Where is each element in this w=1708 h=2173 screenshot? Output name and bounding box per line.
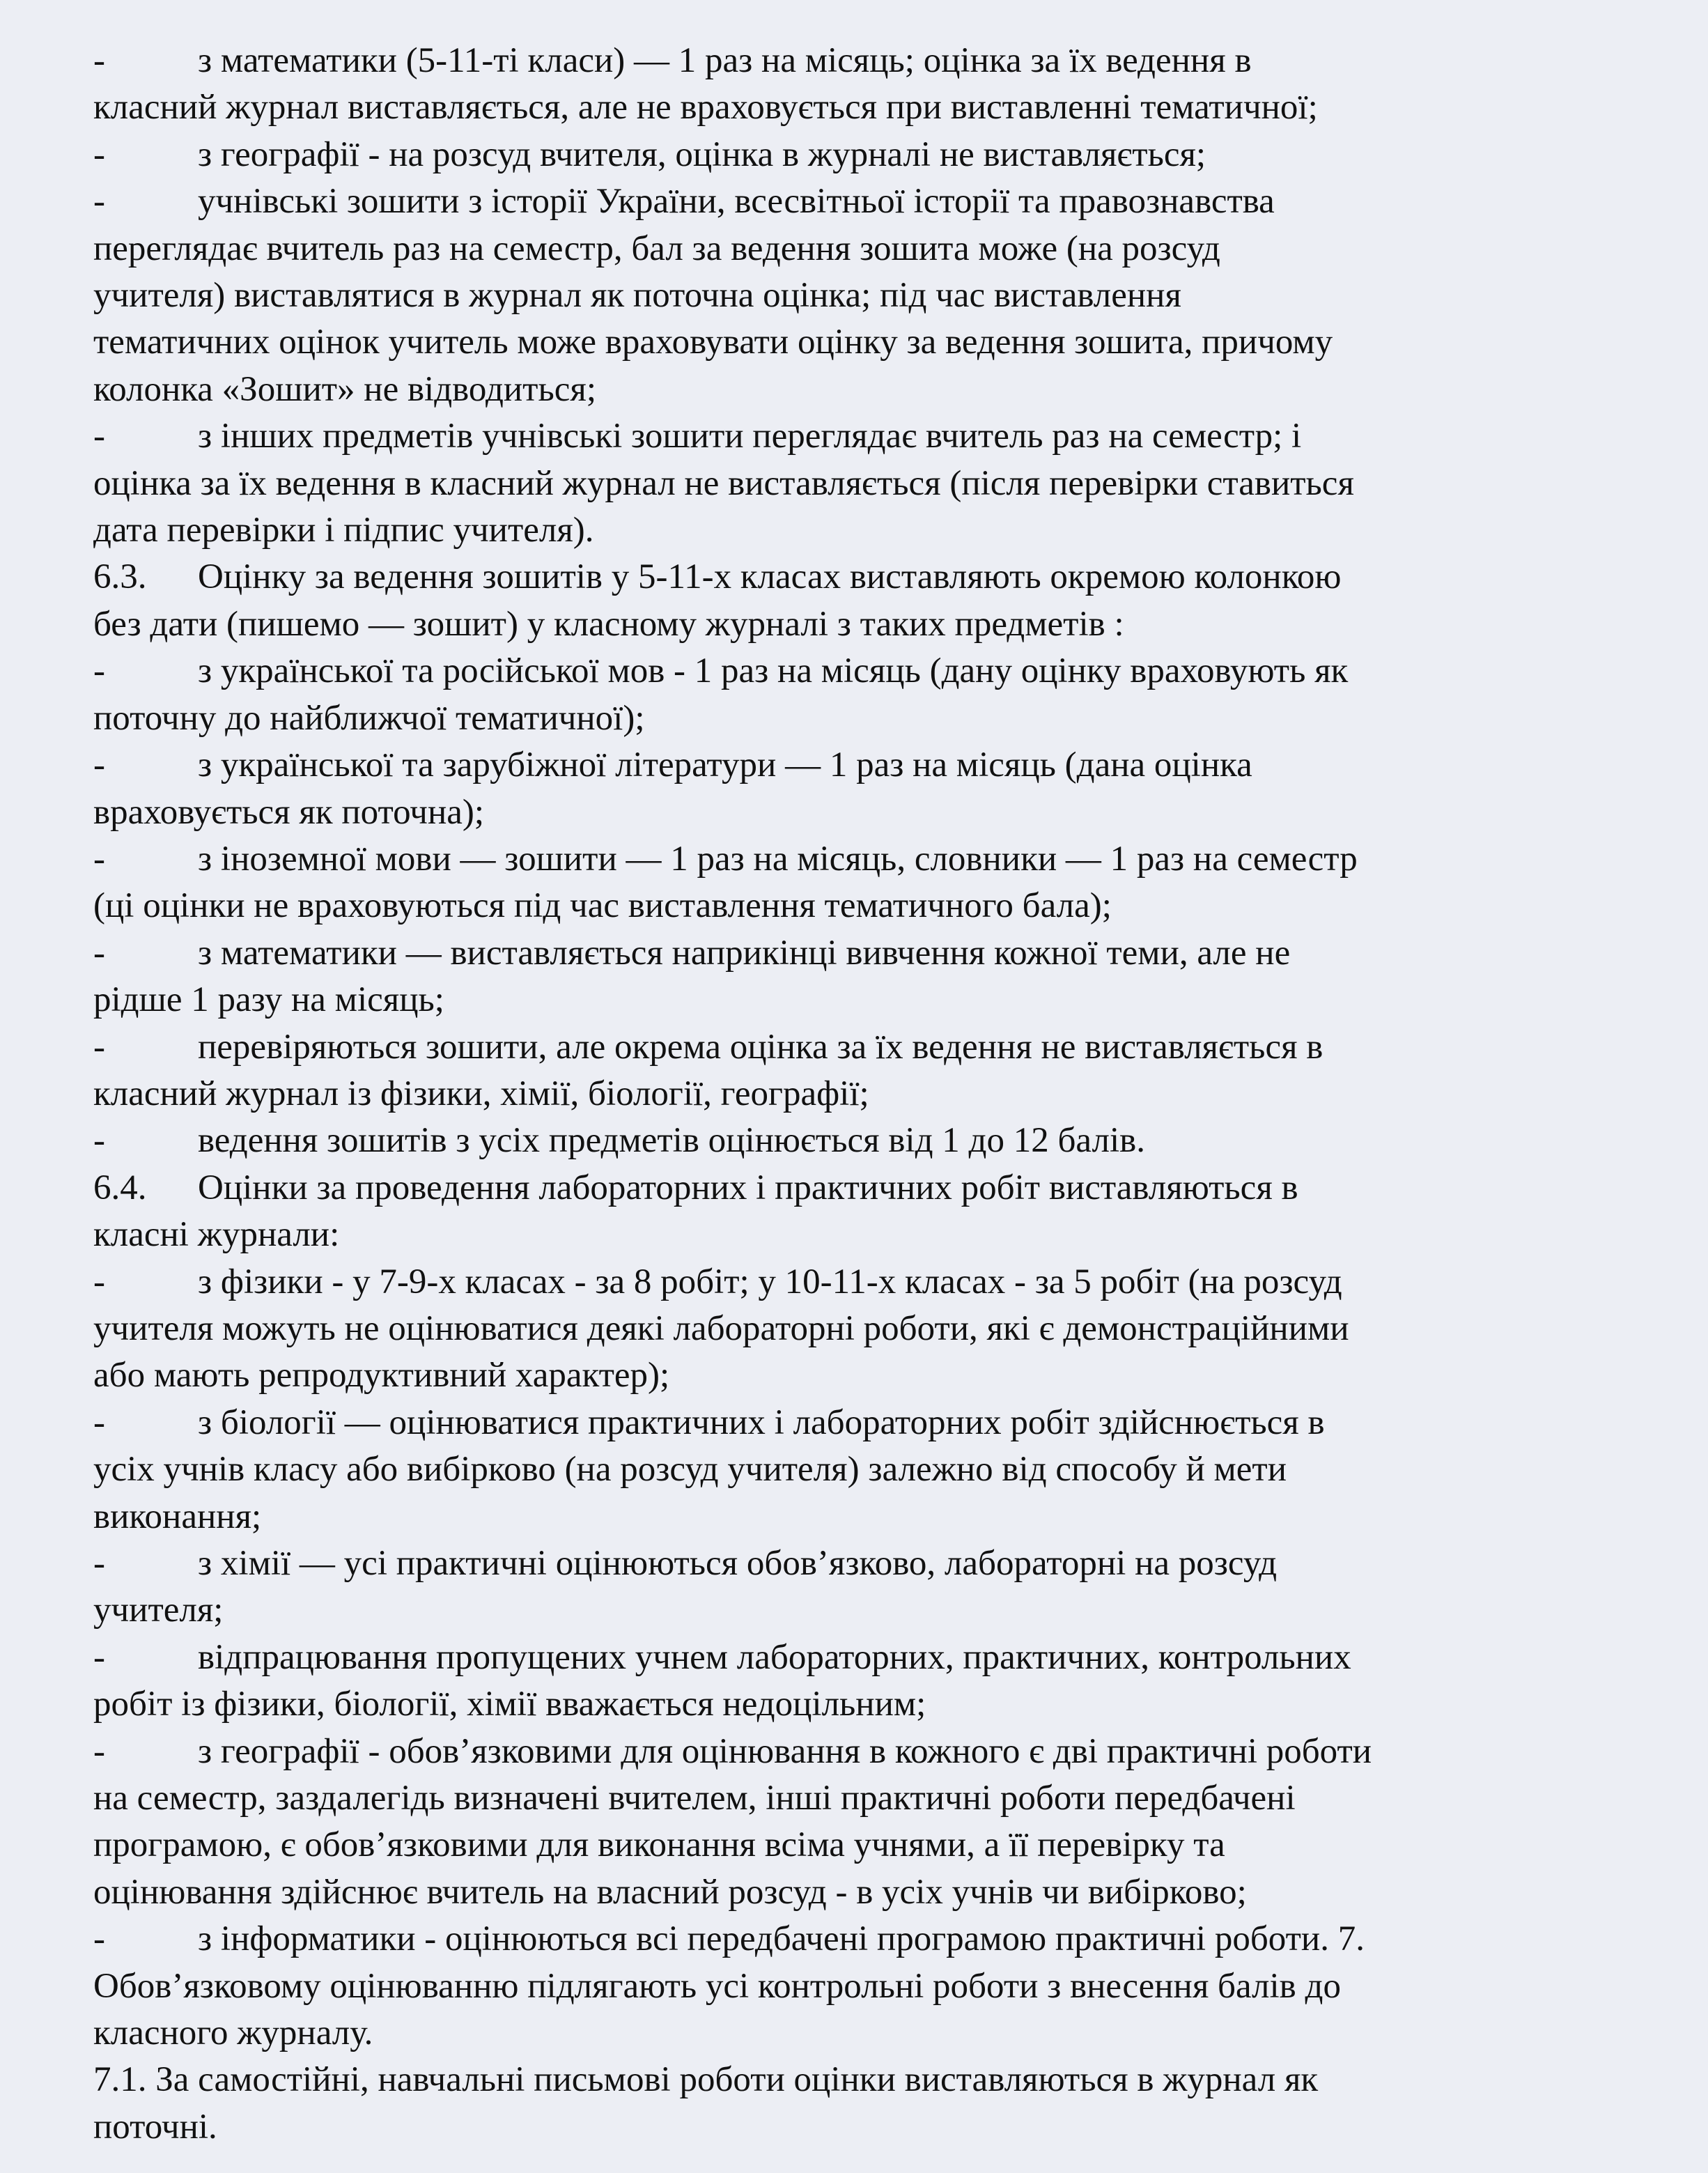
list-item — [93, 1634, 1624, 1729]
line-text: рідше 1 разу на місяць; — [93, 980, 444, 1020]
text-line — [93, 178, 1624, 225]
line-text: учителя можуть не оцінюватися деякі лабораторні роботи, які є демонстраційними — [93, 1308, 1349, 1348]
line-text: колонка «Зошит» не відводиться; — [93, 369, 596, 409]
text-line — [93, 1869, 1624, 1916]
line-text: оцінка за їх ведення в класний журнал не виставляється (після перевірки ставиться — [93, 463, 1354, 503]
line-text: або мають репродуктивний характер); — [93, 1356, 670, 1395]
bullet-dash: - — [93, 1637, 105, 1677]
text-line — [93, 977, 1624, 1023]
line-text: учителя) виставлятися в журнал як поточна оцінка; під час виставлення — [93, 276, 1181, 316]
bullet-dash: - — [93, 651, 105, 691]
line-text: Оцінку за ведення зошитів у 5-11-х класах виставляють окремою колонкою — [198, 557, 1342, 597]
text-line — [93, 1306, 1624, 1352]
text-line — [93, 648, 1624, 695]
text-line — [93, 366, 1624, 413]
text-line — [93, 1165, 1624, 1212]
text-line — [93, 461, 1624, 507]
text-line — [93, 1963, 1624, 2010]
text-line — [93, 1822, 1624, 1869]
text-line — [93, 132, 1624, 178]
text-line — [93, 930, 1624, 977]
list-item — [93, 1165, 1624, 1259]
text-line — [93, 1681, 1624, 1728]
list-item — [93, 648, 1624, 742]
line-text: усіх учнів класу або вибірково (на розсуд учителя) залежно від способу й мети — [93, 1450, 1287, 1490]
list-item — [93, 1259, 1624, 1400]
text-line — [93, 1352, 1624, 1399]
line-text: учнівські зошити з історії України, всесвітньої історії та правознавства — [198, 182, 1275, 222]
bullet-dash: - — [93, 134, 105, 174]
line-text: поточні. — [93, 2107, 217, 2147]
list-item — [93, 1400, 1624, 1540]
line-text: тематичних оцінок учитель може враховувати оцінку за ведення зошита, причому — [93, 323, 1333, 362]
list-item — [93, 1540, 1624, 1634]
text-line — [93, 1400, 1624, 1446]
bullet-dash: - — [93, 933, 105, 973]
line-text: з інших предметів учнівські зошити переглядає вчитель раз на семестр; і — [198, 417, 1302, 456]
text-line — [93, 84, 1624, 131]
text-line — [93, 836, 1624, 883]
line-text: виконання; — [93, 1497, 262, 1536]
line-text: з фізики - у 7-9-х класах - за 8 робіт; у 10-11-х класах - за 5 робіт (на розсуд — [198, 1262, 1342, 1301]
bullet-dash: - — [93, 1402, 105, 1442]
text-line — [93, 1494, 1624, 1540]
list-item — [93, 38, 1624, 132]
text-line — [93, 226, 1624, 272]
list-item — [93, 132, 1624, 178]
bullet-dash: - — [93, 1027, 105, 1067]
list-item — [93, 836, 1624, 930]
line-text: Обов’язковому оцінюванню підлягають усі контрольні роботи з внесення балів до — [93, 1966, 1341, 2006]
list-item — [93, 554, 1624, 648]
text-line — [93, 1446, 1624, 1493]
text-line — [93, 1024, 1624, 1071]
list-item — [93, 742, 1624, 836]
text-line — [93, 2104, 1624, 2151]
line-text: програмою, є обов’язковими для виконання всіма учнями, а її перевірку та — [93, 1825, 1225, 1865]
text-line — [93, 1540, 1624, 1587]
text-line — [93, 38, 1624, 84]
text-line — [93, 1775, 1624, 1822]
text-line — [93, 1587, 1624, 1634]
list-item — [93, 178, 1624, 413]
bullet-dash: - — [93, 1919, 105, 1959]
line-text: з географії - обов’язковими для оцінювання в кожного є дві практичні роботи — [198, 1731, 1372, 1771]
line-text: на семестр, заздалегідь визначені вчителем, інші практичні роботи передбачені — [93, 1779, 1296, 1818]
bullet-dash: - — [93, 182, 105, 222]
bullet-dash: - — [93, 1262, 105, 1301]
text-line — [93, 742, 1624, 789]
text-line — [93, 554, 1624, 601]
line-text: учителя; — [93, 1591, 224, 1630]
line-text: відпрацювання пропущених учнем лабораторних, практичних, контрольних — [198, 1637, 1351, 1677]
bullet-dash: - — [93, 1731, 105, 1771]
line-text: з української та російської мов - 1 раз на місяць (дану оцінку враховують як — [198, 651, 1349, 691]
list-item — [93, 930, 1624, 1024]
line-text: класний журнал виставляється, але не враховується при виставленні тематичної; — [93, 88, 1318, 127]
line-text: класного журналу. — [93, 2013, 373, 2053]
line-text: з іноземної мови — зошити — 1 раз на місяць, словники — 1 раз на семестр — [198, 839, 1358, 879]
line-text: з хімії — усі практичні оцінюються обов’язково, лабораторні на розсуд — [198, 1544, 1278, 1583]
list-item — [93, 1024, 1624, 1118]
line-text: з географії - на розсуд вчителя, оцінка в журналі не виставляється; — [198, 134, 1206, 174]
list-item — [93, 1916, 1624, 2057]
bullet-dash: - — [93, 417, 105, 456]
text-line — [93, 507, 1624, 554]
text-line — [93, 413, 1624, 460]
line-text: враховується як поточна); — [93, 792, 485, 832]
list-item — [93, 1118, 1624, 1164]
line-text: без дати (пишемо — зошит) у класному журналі з таких предметів : — [93, 604, 1124, 644]
line-text: перевіряються зошити, але окрема оцінка за їх ведення не виставляється в — [198, 1027, 1323, 1067]
text-line — [93, 2057, 1624, 2103]
document-body — [93, 38, 1624, 2151]
bullet-dash: - — [93, 1121, 105, 1161]
text-line — [93, 1118, 1624, 1164]
text-line — [93, 1259, 1624, 1306]
line-text: переглядає вчитель раз на семестр, бал за ведення зошита може (на розсуд — [93, 229, 1220, 268]
text-line — [93, 1916, 1624, 1963]
line-text: з математики (5-11-ті класи) — 1 раз на місяць; оцінка за їх ведення в — [198, 41, 1252, 80]
line-text: оцінювання здійснює вчитель на власний розсуд - в усіх учнів чи вибірково; — [93, 1872, 1247, 1912]
line-text: класні журнали: — [93, 1215, 340, 1255]
text-line — [93, 695, 1624, 742]
text-line — [93, 319, 1624, 366]
text-line — [93, 601, 1624, 648]
line-text: дата перевірки і підпис учителя). — [93, 511, 594, 550]
line-text: з біології — оцінюватися практичних і лабораторних робіт здійснюється в — [198, 1402, 1325, 1442]
section-number: 6.3. — [93, 557, 147, 597]
text-line — [93, 883, 1624, 929]
text-line — [93, 1071, 1624, 1118]
text-line — [93, 272, 1624, 319]
text-line — [93, 789, 1624, 836]
list-item — [93, 1729, 1624, 1917]
line-text: (ці оцінки не враховуються під час виставлення тематичного бала); — [93, 886, 1112, 926]
bullet-dash: - — [93, 839, 105, 879]
text-line — [93, 1729, 1624, 1775]
list-item — [93, 2057, 1624, 2151]
line-text: з української та зарубіжної літератури — 1 раз на місяць (дана оцінка — [198, 745, 1252, 785]
line-text: 7.1. За самостійні, навчальні письмові роботи оцінки виставляються в журнал як — [93, 2060, 1319, 2100]
line-text: поточну до найближчої тематичної); — [93, 698, 645, 738]
text-line — [93, 2010, 1624, 2057]
bullet-dash: - — [93, 1544, 105, 1583]
line-text: з математики — виставляється наприкінці вивчення кожної теми, але не — [198, 933, 1291, 973]
text-line — [93, 1634, 1624, 1681]
bullet-dash: - — [93, 41, 105, 80]
line-text: ведення зошитів з усіх предметів оцінюється від 1 до 12 балів. — [198, 1121, 1145, 1161]
line-text: Оцінки за проведення лабораторних і практичних робіт виставляються в — [198, 1168, 1298, 1207]
bullet-dash: - — [93, 745, 105, 785]
list-item — [93, 413, 1624, 554]
line-text: робіт із фізики, біології, хімії вважається недоцільним; — [93, 1685, 926, 1724]
text-line — [93, 1212, 1624, 1258]
line-text: з інформатики - оцінюються всі передбачені програмою практичні роботи. 7. — [198, 1919, 1365, 1959]
section-number: 6.4. — [93, 1168, 147, 1207]
line-text: класний журнал із фізики, хімії, біології, географії; — [93, 1074, 869, 1113]
